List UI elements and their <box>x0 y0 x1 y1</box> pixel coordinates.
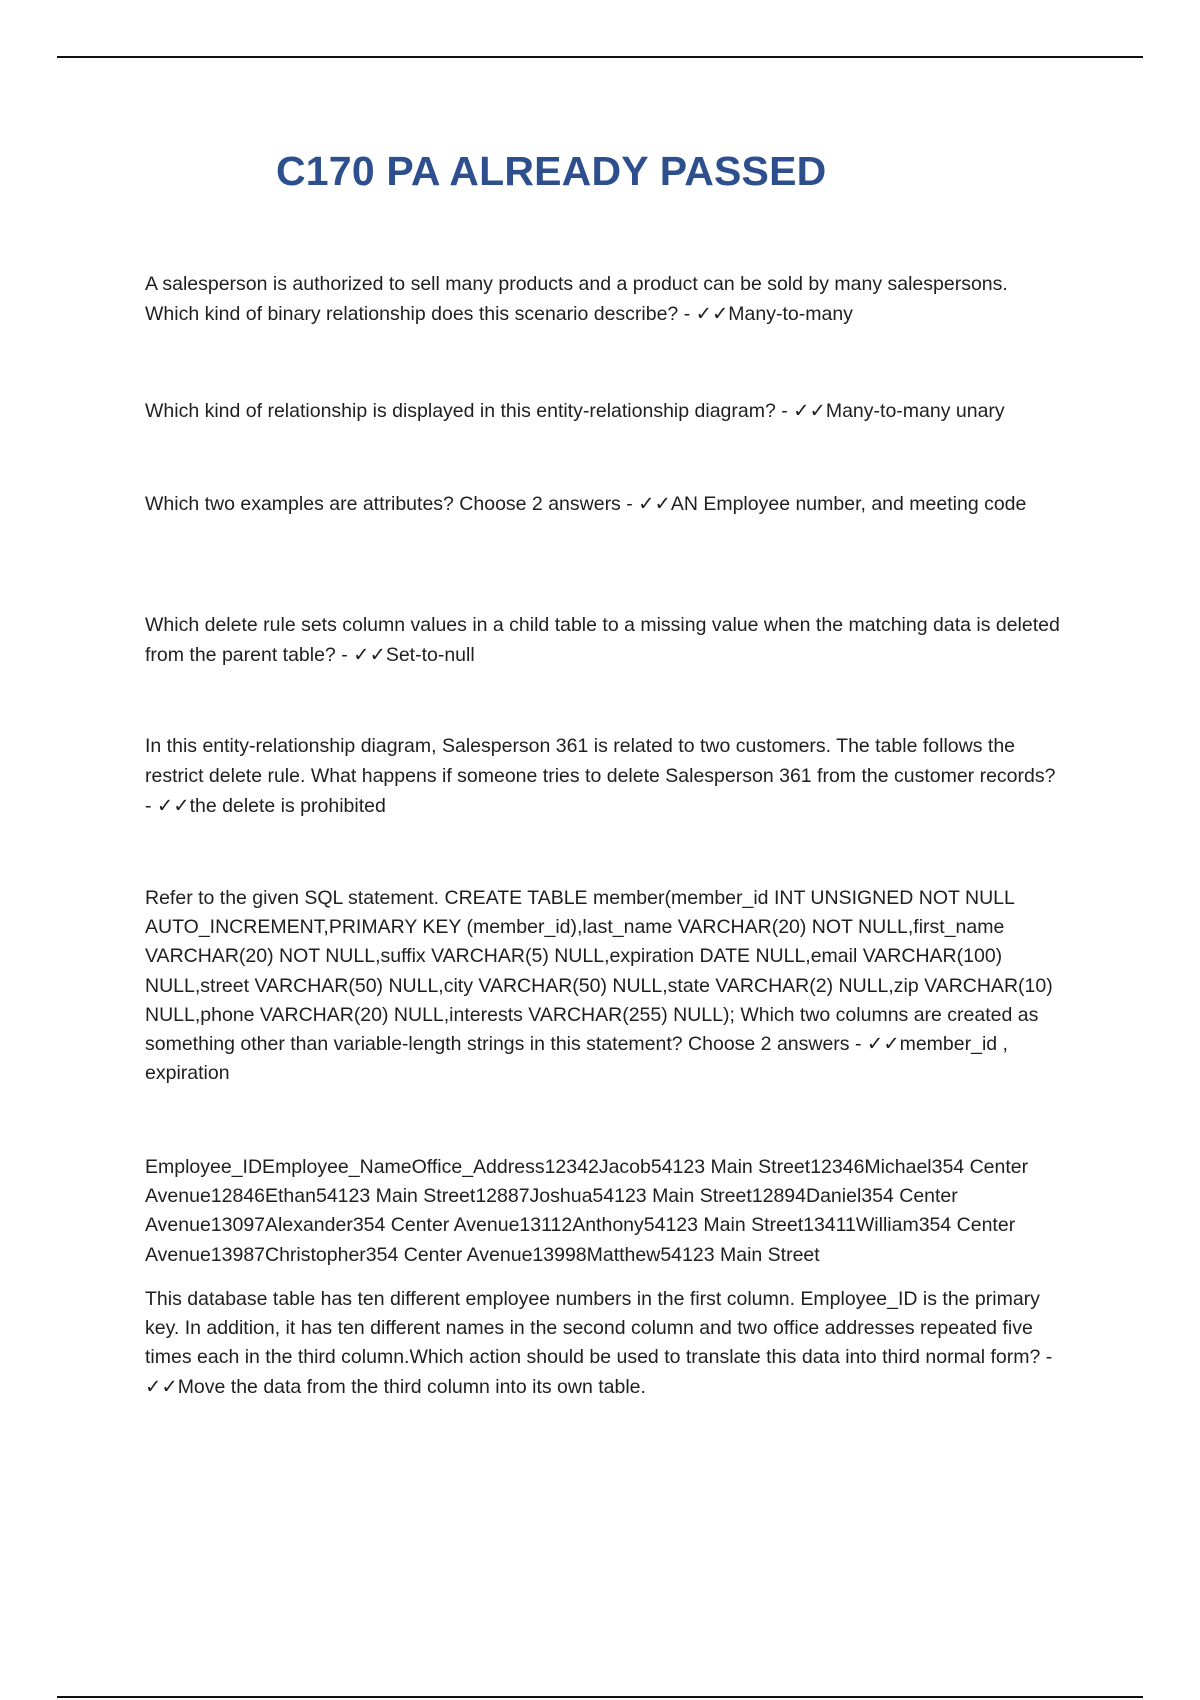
qa-item-4 <box>145 610 1065 670</box>
check-mark-icon: ✓✓ <box>866 1033 900 1056</box>
question-text: Which delete rule sets column values in a child table to a missing value when the matching data is deleted from the parent table? - <box>145 614 1060 666</box>
qa-item-1 <box>145 269 1065 329</box>
check-mark-icon: ✓✓ <box>156 795 190 817</box>
question-text: Which two examples are attributes? Choose 2 answers - <box>145 493 639 515</box>
answer-text: Many-to-many <box>728 303 853 325</box>
employee-table-dump: Employee_IDEmployee_NameOffice_Address12342Jacob54123 Main Street12346Michael354 Center Avenue12846Ethan54123 Main Street12887Joshua54123 Main Street12894Daniel354 Center Avenue13097Alexander354 Center Avenue13112Anthony54123 Main Street13411William354 Center Avenue13987Christopher354 Center Avenue13998Matthew54123 Main Street <box>145 1156 1029 1266</box>
answer-text: member_id , expiration <box>145 1033 1008 1085</box>
check-mark-icon: ✓✓ <box>145 1375 178 1398</box>
question-text: In this entity-relationship diagram, Salesperson 361 is related to two customers. The table follows the restrict delete rule. What happens if someone tries to delete Salesperson 361 from the customer records? - <box>145 735 1056 817</box>
question-text: This database table has ten different employee numbers in the first column. Employee_ID is the primary key. In addition, it has ten different names in the second column and two office addresses repeated five times each in the third column.Which action should be used to translate this data into third normal form? - <box>145 1288 1053 1369</box>
answer-text: AN Employee number, and meeting code <box>670 493 1027 515</box>
top-rule <box>57 56 1143 58</box>
question-text: Which kind of relationship is displayed in this entity-relationship diagram? - <box>145 400 794 422</box>
answer-text: the delete is prohibited <box>189 795 386 817</box>
qa-item-3 <box>145 489 1065 519</box>
answer-text: Many-to-many unary <box>825 400 1005 422</box>
bottom-rule <box>57 1696 1143 1698</box>
check-mark-icon: ✓✓ <box>793 400 826 422</box>
answer-text: Set-to-null <box>385 644 475 666</box>
check-mark-icon: ✓✓ <box>638 493 671 515</box>
check-mark-icon: ✓✓ <box>695 303 729 325</box>
qa-item-5 <box>145 731 1065 821</box>
qa-item-final <box>145 1285 1065 1402</box>
document-title: C170 PA ALREADY PASSED <box>276 148 827 194</box>
qa-item-6 <box>145 884 1065 1088</box>
answer-text: Move the data from the third column into its own table. <box>177 1375 646 1398</box>
check-mark-icon: ✓✓ <box>353 644 386 666</box>
qa-item-2 <box>145 396 1065 426</box>
question-text: A salesperson is authorized to sell many products and a product can be sold by many salespersons. Which kind of binary relationship does this scenario describe? - <box>145 273 1008 325</box>
question-text: Refer to the given SQL statement. CREATE TABLE member(member_id INT UNSIGNED NOT NULL AUTO_INCREMENT,PRIMARY KEY (member_id),last_name VARCHAR(20) NOT NULL,first_name VARCHAR(20) NOT NULL,suffix VARCHAR(5) NULL,expiration DATE NULL,email VARCHAR(100) NULL,street VARCHAR(50) NULL,city VARCHAR(50) NULL,state VARCHAR(2) NULL,zip VARCHAR(10) NULL,phone VARCHAR(20) NULL,interests VARCHAR(255) NULL); Which two columns are created as something other than variable-length strings in this statement? Choose 2 answers - <box>145 887 1053 1056</box>
